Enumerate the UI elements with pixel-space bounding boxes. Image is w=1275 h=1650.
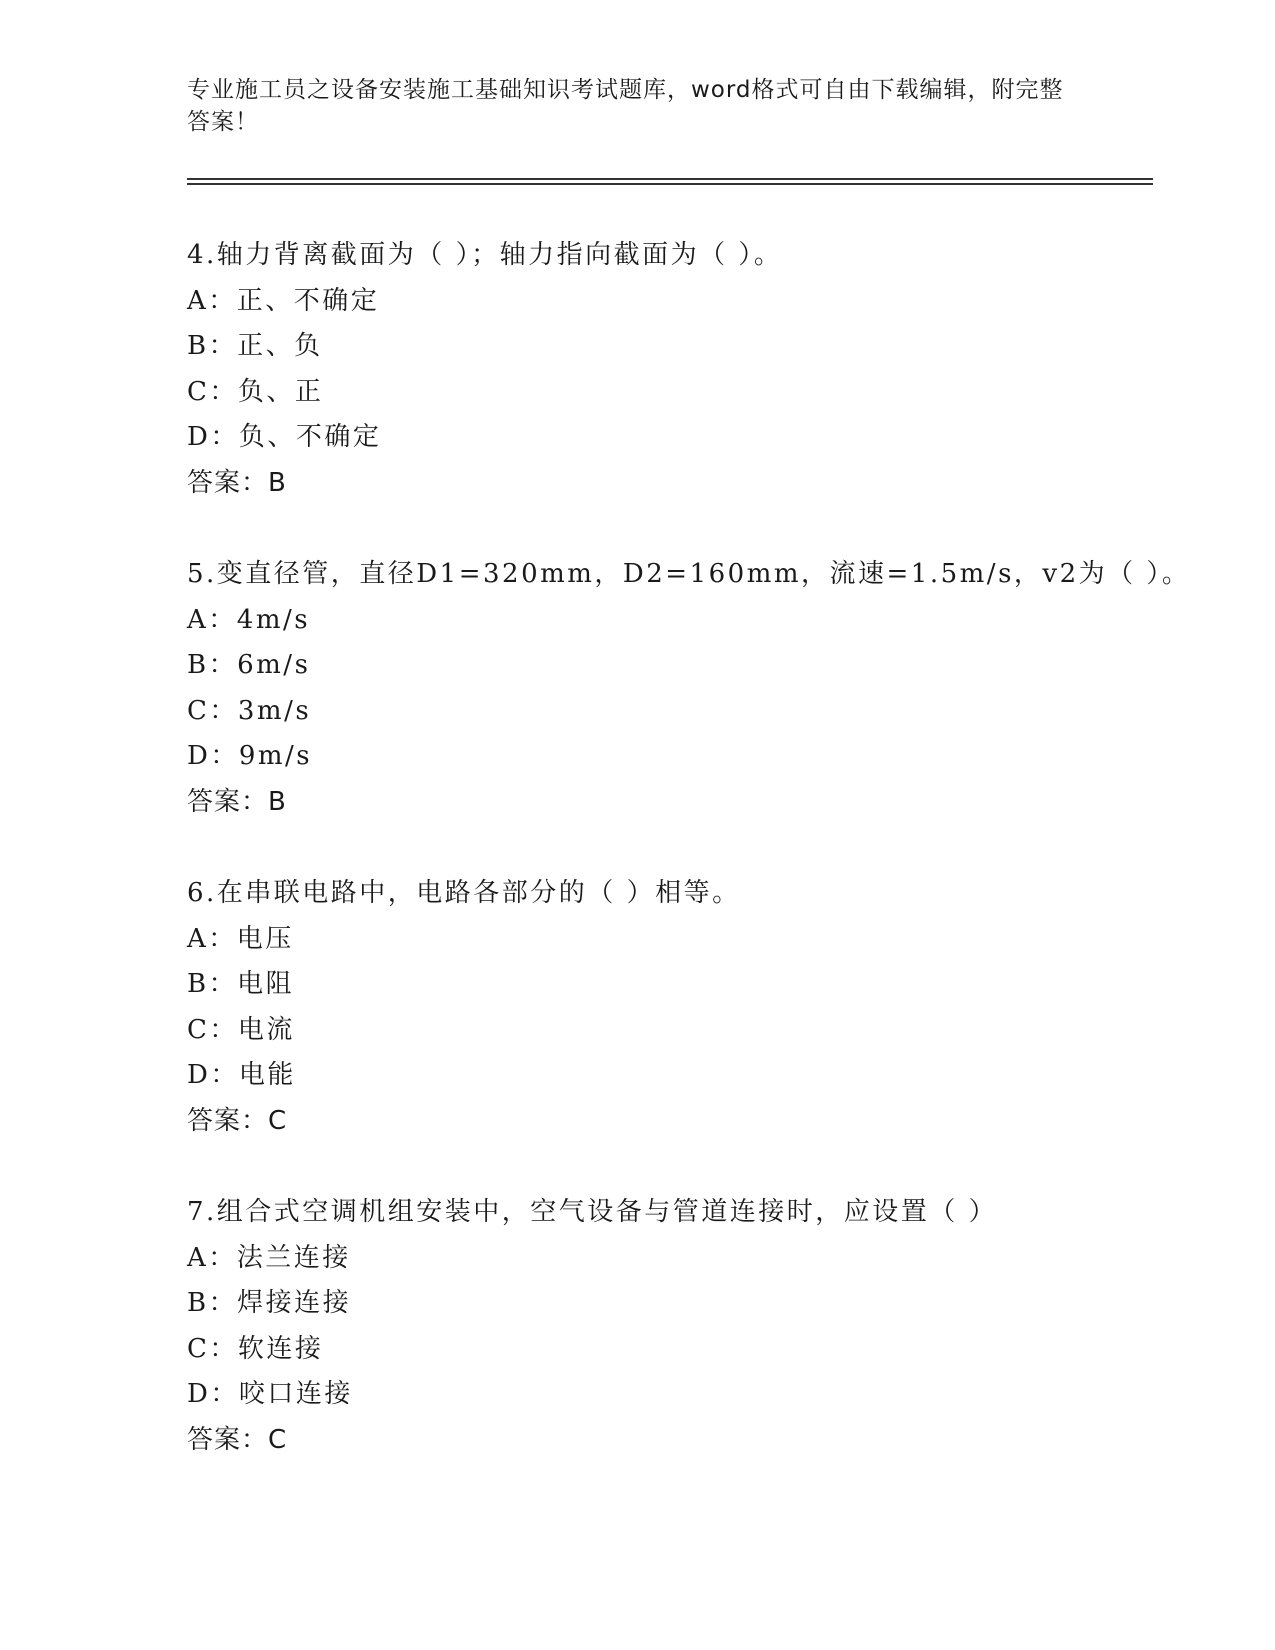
header-divider-top	[187, 178, 1153, 180]
answer-line: 答案：C	[187, 1105, 288, 1136]
question-block	[187, 552, 1191, 825]
question-stem: 7.组合式空调机组安装中，空气设备与管道连接时，应设置（ ）	[187, 1197, 998, 1227]
question-stem: 6.在串联电路中，电路各部分的（ ）相等。	[187, 878, 741, 908]
header-divider-bottom	[187, 183, 1153, 185]
document-header-title: 专业施工员之设备安装施工基础知识考试题库，word格式可自由下载编辑，附完整答案！	[187, 77, 1064, 135]
option-d: D：电能	[187, 1060, 296, 1090]
answer-line: 答案：C	[187, 1424, 288, 1455]
option-d: D：负、不确定	[187, 422, 382, 452]
question-block	[187, 1190, 1147, 1463]
option-c: C：3m/s	[187, 695, 312, 726]
option-d: D：咬口连接	[187, 1379, 353, 1409]
question-block	[187, 871, 1147, 1144]
question-stem: 5.变直径管，直径D1=320mm，D2=160mm，流速=1.5m/s，v2为（ ）。	[187, 559, 1191, 589]
option-a: A：4m/s	[187, 604, 311, 635]
answer-line: 答案：B	[187, 786, 287, 817]
option-a: A：正、不确定	[187, 285, 380, 316]
option-d: D：9m/s	[187, 741, 313, 771]
option-a: A：电压	[187, 923, 294, 954]
option-c: C：负、正	[187, 376, 324, 407]
option-a: A：法兰连接	[187, 1242, 351, 1273]
option-b: B：电阻	[187, 969, 295, 999]
option-c: C：软连接	[187, 1333, 324, 1364]
question-stem: 4.轴力背离截面为（ ）；轴力指向截面为（ ）。	[187, 240, 783, 270]
option-b: B：正、负	[187, 331, 323, 361]
question-block	[187, 233, 1147, 506]
option-b: B：6m/s	[187, 650, 311, 680]
option-c: C：电流	[187, 1014, 295, 1045]
option-b: B：焊接连接	[187, 1288, 352, 1318]
answer-line: 答案：B	[187, 467, 287, 498]
